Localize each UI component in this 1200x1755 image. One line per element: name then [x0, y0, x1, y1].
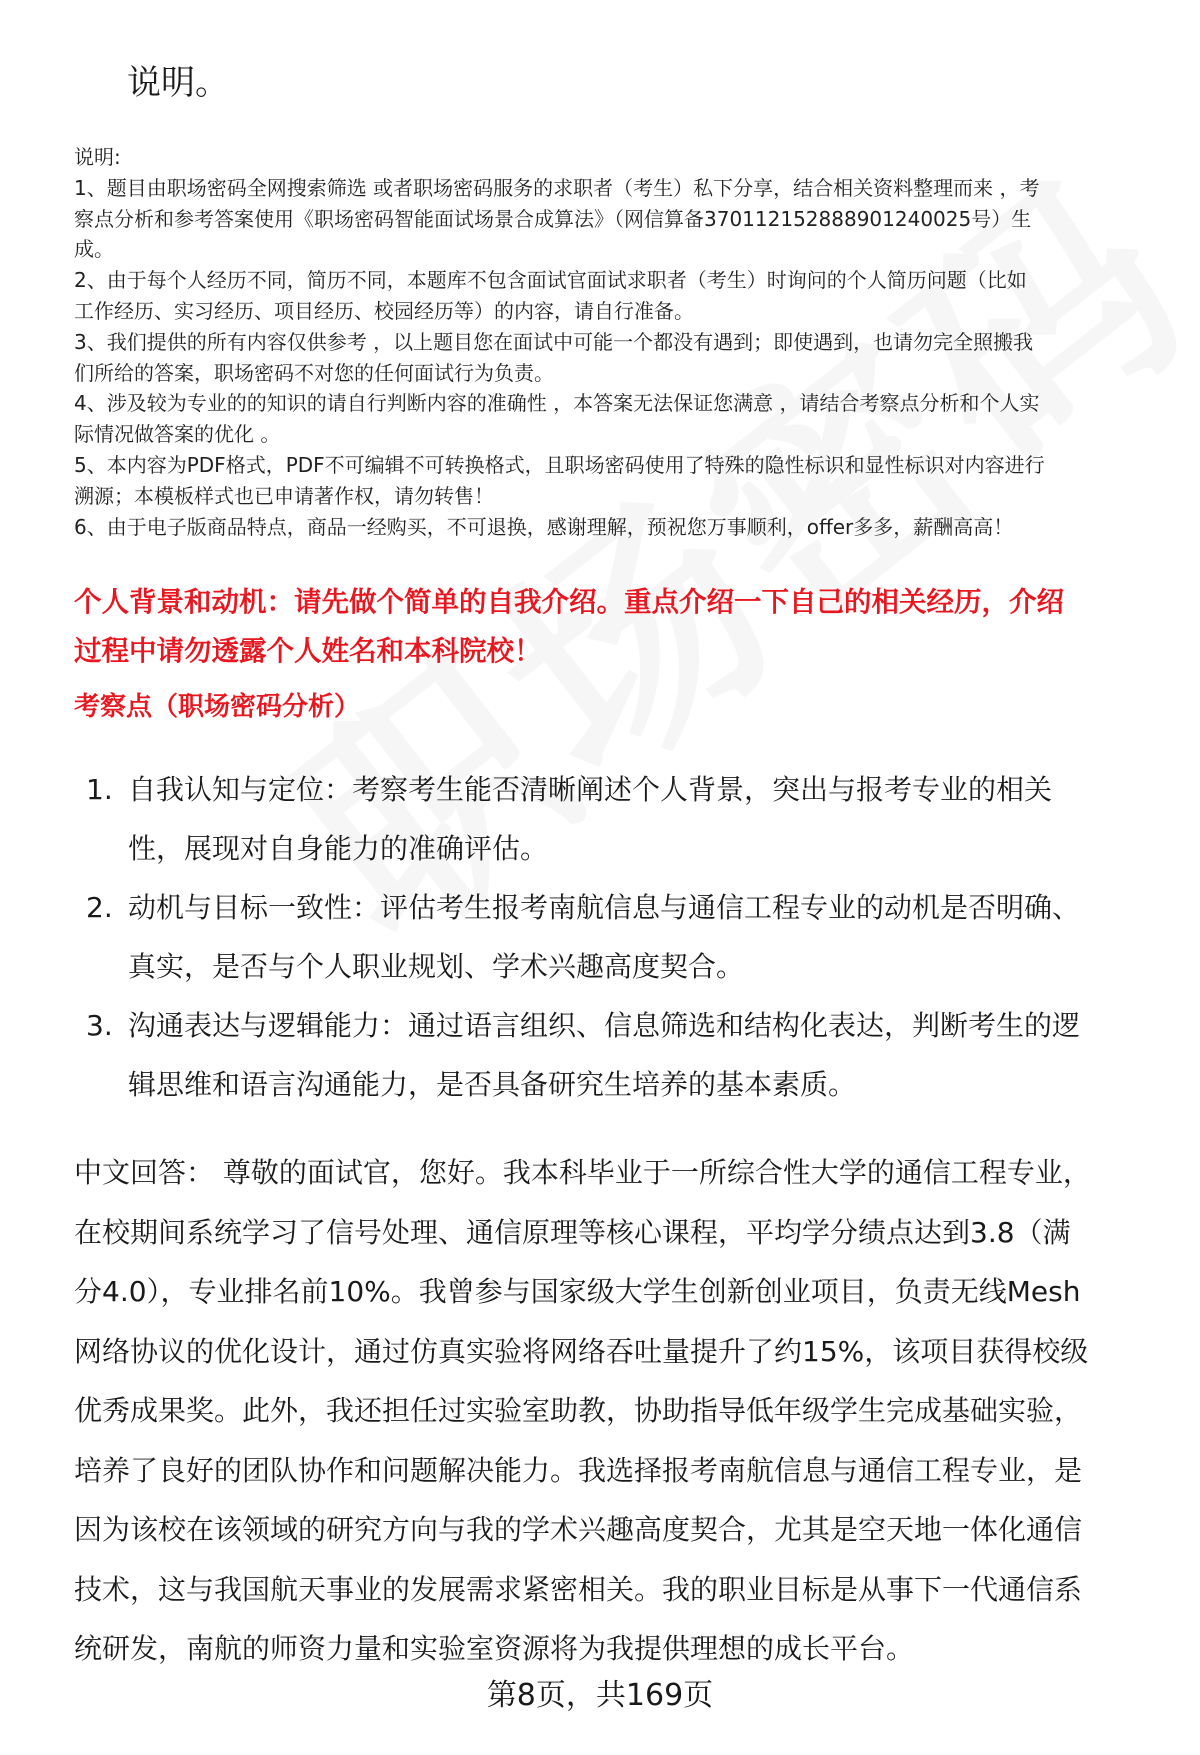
list-item-text: 真实，是否与个人职业规划、学术兴趣高度契合。: [128, 950, 745, 983]
assessment-points: [74, 760, 1164, 1114]
disclaimer-notes: [74, 142, 1154, 542]
list-item: [74, 878, 1164, 996]
notes-line: 际情况做答案的优化 。: [74, 422, 281, 447]
notes-line: 3、我们提供的所有内容仅供参考 ，以上题目您在面试中可能一个都没有遇到；即使遇到，也请勿完全照搬我: [74, 329, 1034, 354]
list-item-text: 辑思维和语言沟通能力，是否具备研究生培养的基本素质。: [128, 1068, 857, 1101]
notes-line: 察点分析和参考答案使用《职场密码智能面试场景合成算法》（网信算备370112152888901240025号）生: [74, 206, 1032, 231]
top-heading: 说明。: [127, 63, 229, 103]
notes-line: 6、由于电子版商品特点，商品一经购买，不可退换，感谢理解，预祝您万事顺利，offer多多，薪酬高高！: [74, 514, 1014, 539]
notes-line: 成。: [74, 237, 114, 262]
list-item-text: 沟通表达与逻辑能力：通过语言组织、信息筛选和结构化表达，判断考生的逻: [128, 1009, 1081, 1042]
notes-line: 2、由于每个人经历不同，简历不同，本题库不包含面试官面试求职者（考生）时询问的个人简历问题（比如: [74, 268, 1027, 293]
list-number: 2.: [86, 891, 113, 924]
notes-line: 溯源；本模板样式也已申请著作权，请勿转售！: [74, 483, 494, 508]
answer-line: 统研发，南航的师资力量和实验室资源将为我提供理想的成长平台。: [74, 1632, 915, 1665]
answer-line: 在校期间系统学习了信号处理、通信原理等核心课程，平均学分绩点达到3.8（满: [74, 1215, 1071, 1249]
list-number: 1.: [86, 773, 113, 806]
chinese-answer: [74, 1143, 1164, 1679]
notes-line: 1、题目由职场密码全网搜索筛选 或者职场密码服务的求职者（考生）私下分享，结合相关资料整理而来 ，考: [74, 175, 1040, 200]
answer-line: 分4.0），专业排名前10%。我曾参与国家级大学生创新创业项目，负责无线Mesh: [74, 1275, 1081, 1308]
notes-line: 4、涉及较为专业的的知识的请自行判断内容的准确性 ，本答案无法保证您满意 ，请结合考察点分析和个人实: [74, 391, 1040, 416]
question-line: 过程中请勿透露个人姓名和本科院校！: [74, 635, 542, 667]
answer-line: 因为该校在该领域的研究方向与我的学术兴趣高度契合，尤其是空天地一体化通信: [74, 1513, 1083, 1546]
section-title: 考察点（职场密码分析）: [74, 692, 361, 722]
answer-line: 网络协议的优化设计，通过仿真实验将网络吞吐量提升了约15%，该项目获得校级: [74, 1334, 1089, 1368]
notes-line: 们所给的答案，职场密码不对您的任何面试行为负责。: [74, 360, 554, 385]
list-item-text: 自我认知与定位：考察考生能否清晰阐述个人背景，突出与报考专业的相关: [128, 773, 1053, 806]
list-item: [74, 996, 1164, 1114]
list-item: [74, 760, 1164, 878]
question-line: 个人背景和动机：请先做个简单的自我介绍。重点介绍一下自己的相关经历，介绍: [74, 586, 1064, 618]
answer-line: 技术，这与我国航天事业的发展需求紧密相关。我的职业目标是从事下一代通信系: [74, 1572, 1083, 1606]
list-number: 3.: [86, 1009, 113, 1042]
page-number: 第8页，共169页: [486, 1678, 714, 1713]
answer-line: 培养了良好的团队协作和问题解决能力。我选择报考南航信息与通信工程专业，是: [74, 1453, 1083, 1487]
interview-question: [74, 578, 1154, 676]
answer-line: 优秀成果奖。此外，我还担任过实验室助教，协助指导低年级学生完成基础实验，: [74, 1394, 1083, 1427]
notes-title: 说明:: [74, 145, 121, 169]
list-item-text: 性，展现对自身能力的准确评估。: [128, 832, 549, 865]
notes-line: 工作经历、实习经历、项目经历、校园经历等）的内容，请自行准备。: [74, 298, 694, 323]
notes-line: 5、本内容为PDF格式，PDF不可编辑不可转换格式，且职场密码使用了特殊的隐性标识和显性标识对内容进行: [74, 452, 1045, 477]
list-item-text: 动机与目标一致性：评估考生报考南航信息与通信工程专业的动机是否明确、: [128, 891, 1081, 924]
answer-line: 中文回答： 尊敬的面试官，您好。我本科毕业于一所综合性大学的通信工程专业，: [74, 1156, 1091, 1189]
